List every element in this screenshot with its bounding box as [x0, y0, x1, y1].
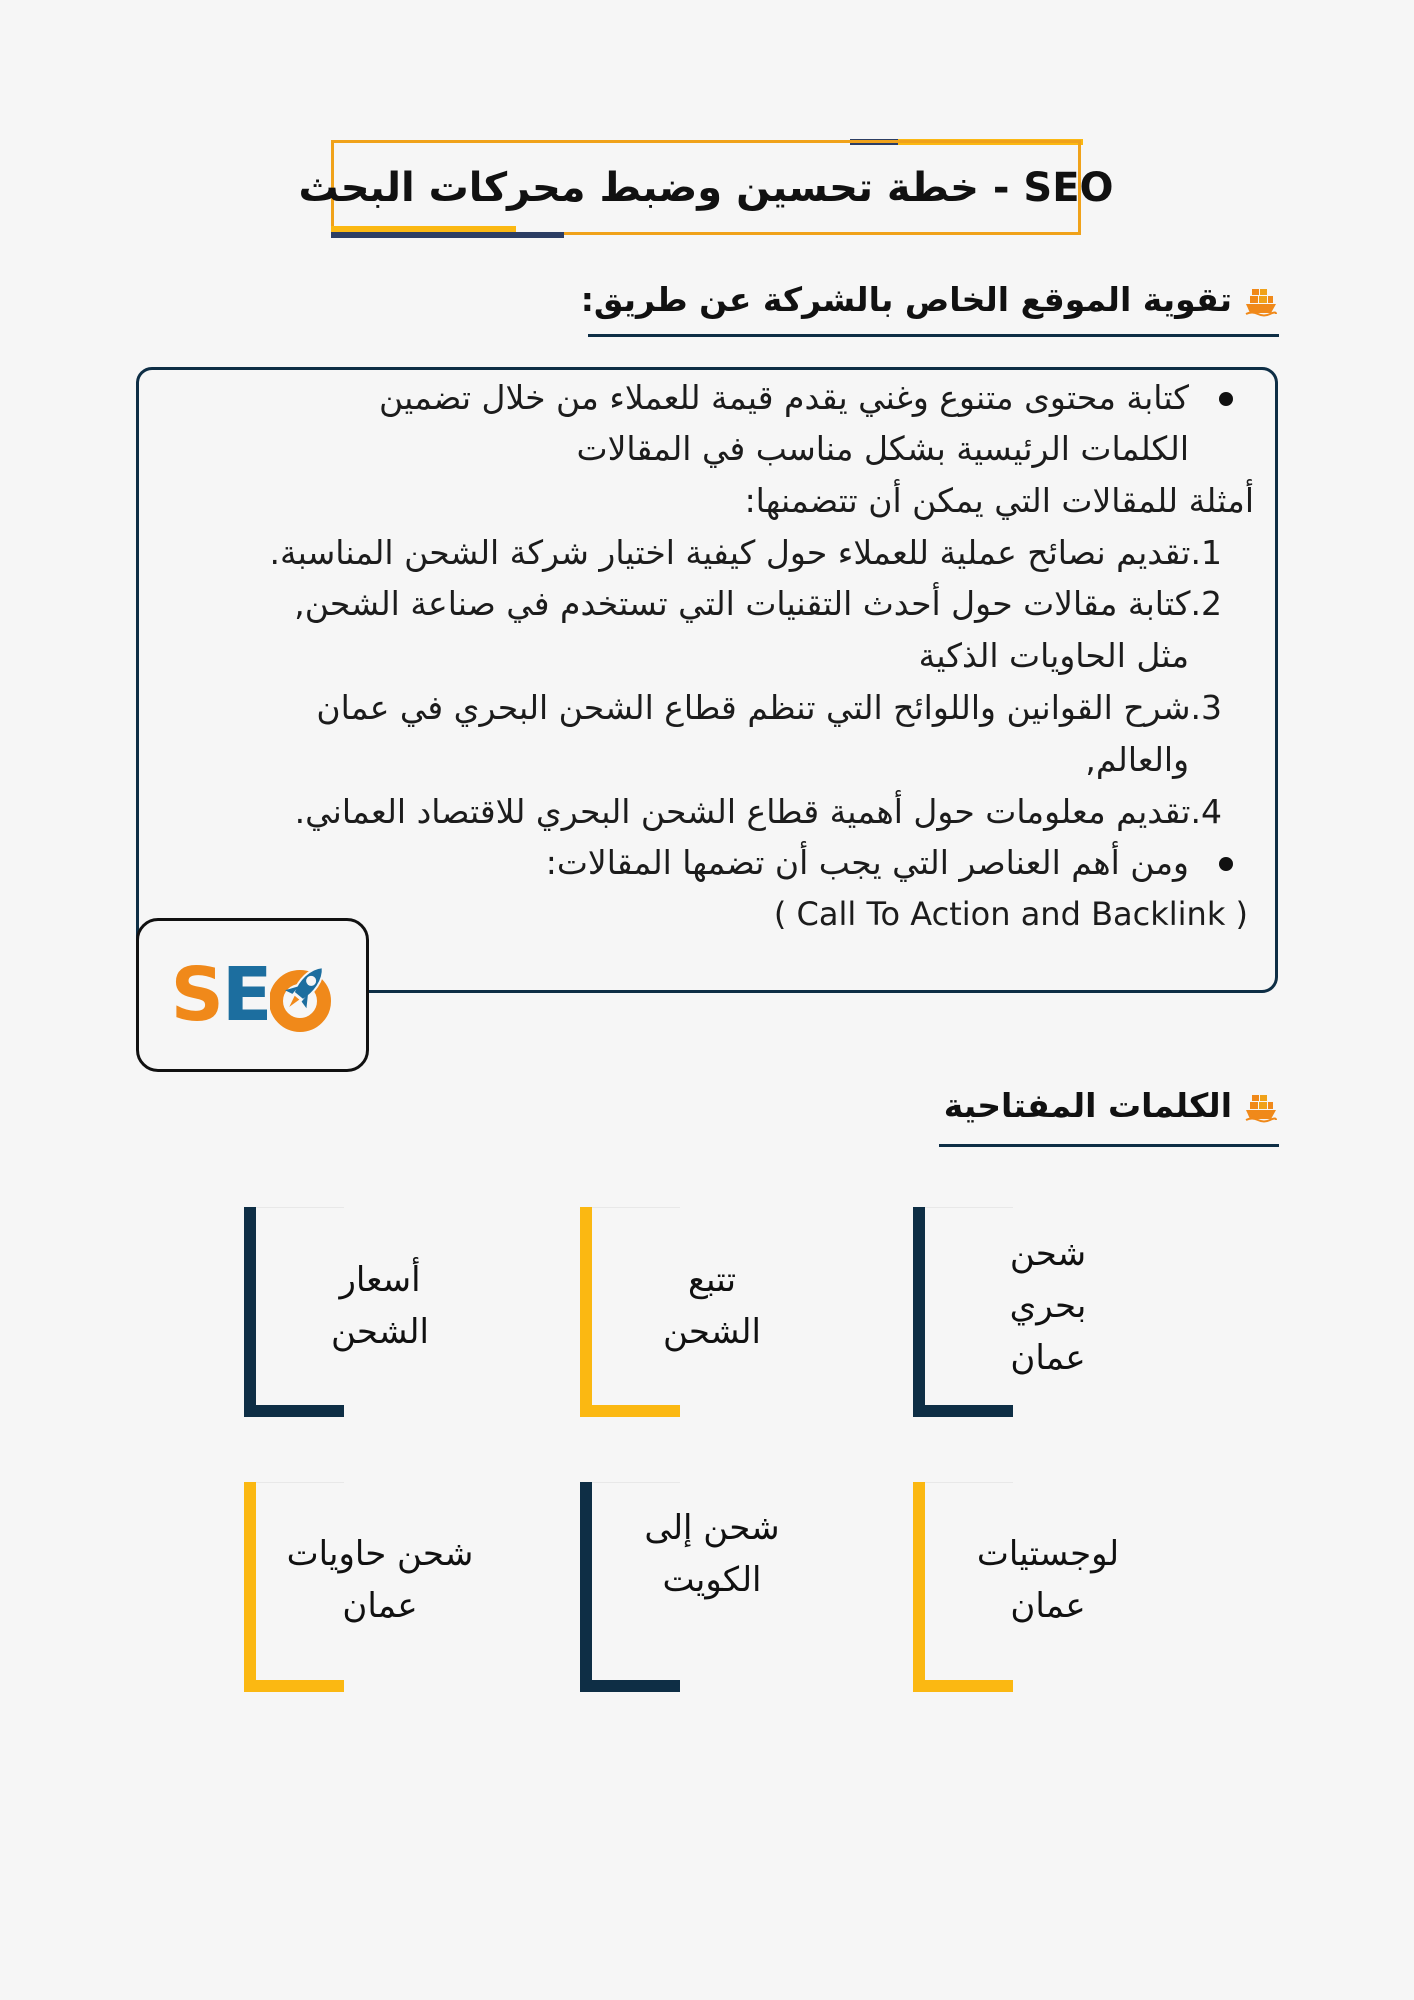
- seo-wordmark: [171, 952, 335, 1038]
- section-title: الكلمات المفتاحية: [943, 1086, 1232, 1125]
- item-number: 4.: [1190, 792, 1222, 831]
- cargo-ship-icon: [1244, 283, 1278, 317]
- seo-letter-e: E: [221, 952, 271, 1038]
- title-box: [298, 140, 1114, 235]
- list-item-3: [316, 688, 1222, 727]
- item-text: كتابة مقالات حول أحدث التقنيات التي تستخدم في صناعة الشحن,: [294, 584, 1191, 623]
- item-text: تقديم نصائح عملية للعملاء حول كيفية اختيار شركة الشحن المناسبة.: [269, 533, 1191, 572]
- item-number: 2.: [1190, 584, 1222, 623]
- item-text: شرح القوانين واللوائح التي تنظم قطاع الشحن البحري في عمان: [316, 688, 1191, 727]
- list-item-3-cont: والعالم,: [1085, 740, 1189, 779]
- keyword-label: تتبع الشحن: [663, 1260, 761, 1352]
- rocket-icon: [270, 957, 334, 1033]
- section-underline: [588, 334, 1279, 337]
- seo-logo: [136, 918, 369, 1072]
- item-number: 1.: [1190, 533, 1222, 572]
- list-item-1: [270, 533, 1223, 572]
- keyword-label: شحن بحري عمان: [1009, 1234, 1087, 1378]
- keyword-label: لوجستيات عمان: [976, 1534, 1120, 1626]
- section-heading-keywords: [944, 1086, 1278, 1125]
- section-title: تقوية الموقع الخاص بالشركة عن طريق:: [580, 280, 1232, 319]
- keyword-label: أسعار الشحن: [331, 1260, 429, 1352]
- list-item-4: [295, 792, 1222, 831]
- keyword-label: شحن حاويات عمان: [286, 1534, 474, 1626]
- bullet-dot: [1219, 392, 1233, 406]
- item-number: 3.: [1190, 688, 1222, 727]
- section-heading-website: [581, 280, 1278, 319]
- examples-intro: أمثلة للمقالات التي يمكن أن تتضمنها:: [744, 481, 1254, 520]
- seo-letter-s: S: [170, 952, 222, 1038]
- list-item-2-cont: مثل الحاويات الذكية: [918, 636, 1189, 675]
- keyword-label: شحن إلى الكويت: [644, 1508, 780, 1600]
- bullet1-line2: الكلمات الرئيسية بشكل مناسب في المقالات: [576, 429, 1189, 468]
- bullet1-line1: كتابة محتوى متنوع وغني يقدم قيمة للعملاء من خلال تضمين: [379, 378, 1189, 417]
- item-text: تقديم معلومات حول أهمية قطاع الشحن البحري للاقتصاد العماني.: [294, 792, 1191, 831]
- list-item-2: [294, 584, 1222, 623]
- page-title: SEO - خطة تحسين وضبط محركات البحث: [298, 164, 1114, 211]
- cargo-ship-icon: [1244, 1089, 1278, 1123]
- bullet2-text: ومن أهم العناصر التي يجب أن تضمها المقالات:: [545, 843, 1189, 882]
- bullet-dot: [1219, 857, 1233, 871]
- cta-text: ( Call To Action and Backlink ): [773, 895, 1248, 933]
- title-deco-navy-bottom: [331, 232, 564, 238]
- section-underline: [939, 1144, 1279, 1147]
